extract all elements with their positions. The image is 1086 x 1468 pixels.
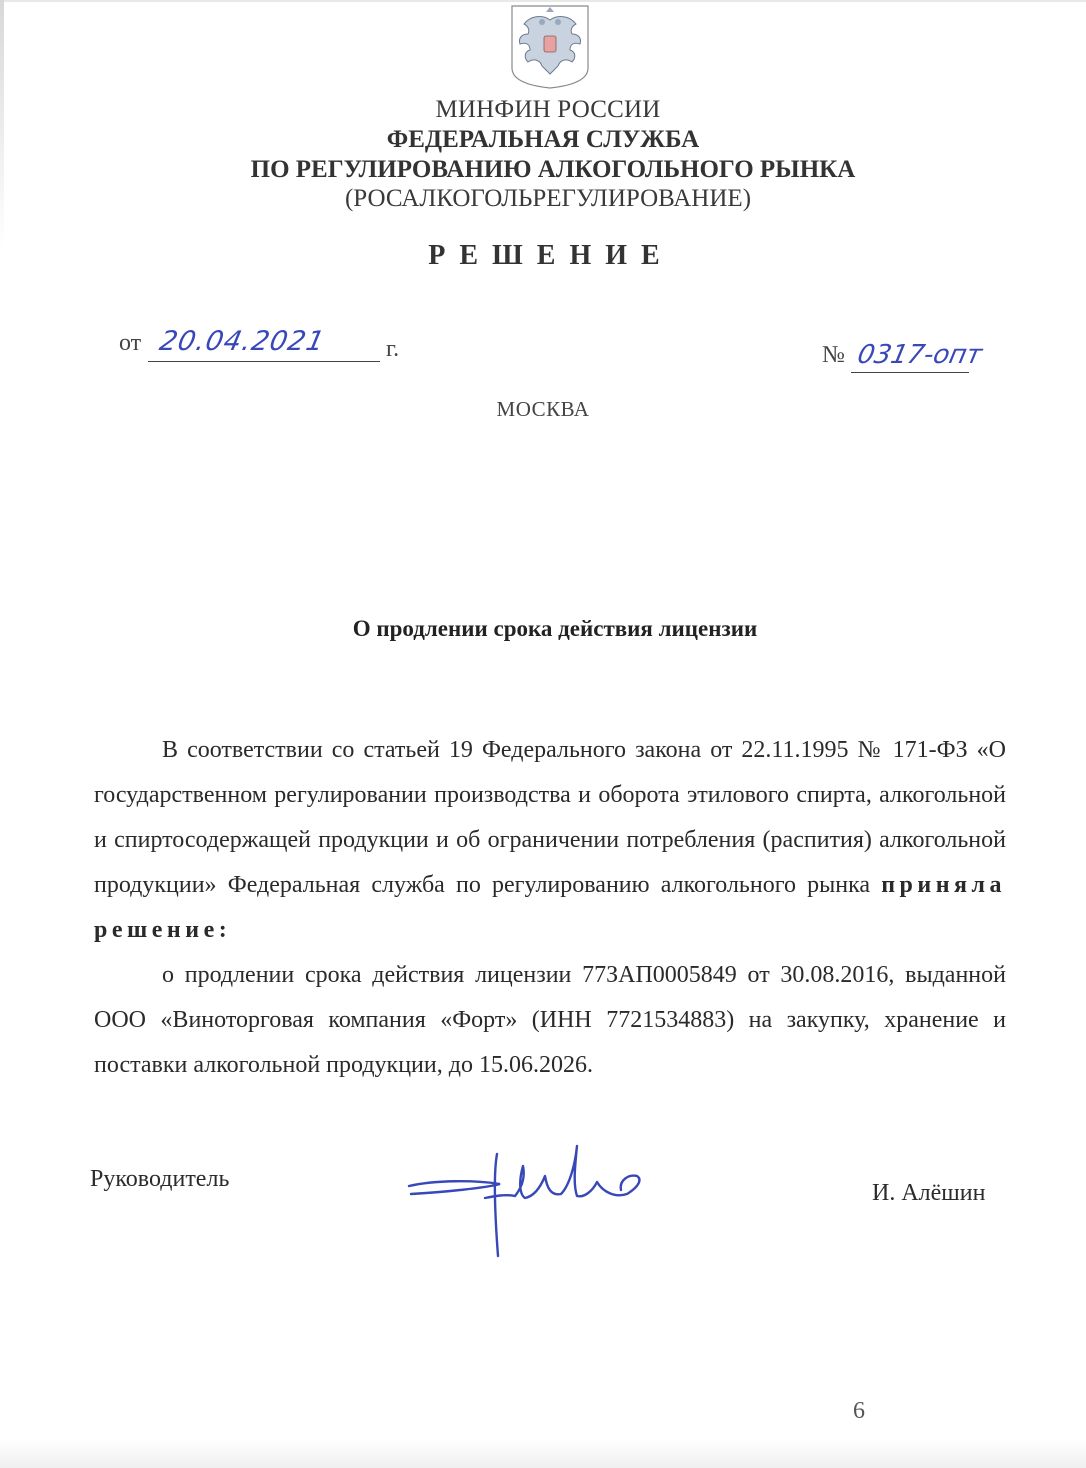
ministry-name: МИНФИН РОССИИ: [435, 96, 661, 123]
service-short-name: (РОСАЛКОГОЛЬРЕГУЛИРОВАНИЕ): [344, 185, 752, 212]
signature-image: [405, 1136, 650, 1261]
document-subject: О продлении срока действия лицензии: [352, 616, 758, 641]
paragraph-decision: о продлении срока действия лицензии 77ЗАП0005849 от 30.08.2016, выданной ООО «Виноторговая компания «Форт» (ИНН 7721534883) на закупку, хранение и поставки алкогольной продукции, до 15.06.2026.: [94, 962, 1006, 1078]
scan-edge-top: [0, 0, 1086, 2]
paragraph-basis: [94, 728, 1006, 953]
letterhead: [0, 96, 1086, 213]
document-body: [94, 728, 1006, 1088]
document-type-title: РЕШЕНИЕ: [428, 240, 674, 271]
footer-mark: 6: [853, 1398, 865, 1424]
city: МОСКВА: [496, 397, 590, 421]
date-handwritten: 20.04.2021: [156, 326, 328, 357]
date-suffix: г.: [386, 336, 400, 362]
paragraph-basis-text: В соответствии со статьей 19 Федерального закона от 22.11.1995 № 171-ФЗ «О государственном регулировании производства и оборота этилового спирта, алкогольной и спиртосодержащей продукции и об ограничении потребления (распития) алкогольной продукции» Федеральная служба по регулированию алкогольного рынка: [94, 737, 1006, 898]
coat-of-arms-icon: [508, 4, 592, 90]
date-underline: [148, 361, 380, 362]
service-name-line2: ПО РЕГУЛИРОВАНИЮ АЛКОГОЛЬНОГО РЫНКА: [250, 156, 856, 183]
decision-phrase: приняла решение:: [94, 872, 1006, 943]
signer-role: Руководитель: [90, 1166, 230, 1192]
service-name-line1: ФЕДЕРАЛЬНАЯ СЛУЖБА: [386, 126, 700, 153]
scan-shadow-bottom: [0, 1440, 1086, 1468]
number-handwritten: 0317-опт: [854, 340, 985, 370]
signer-name: И. Алёшин: [872, 1180, 986, 1206]
number-underline: [851, 372, 969, 373]
date-prefix: от: [119, 330, 142, 356]
number-label: №: [822, 342, 845, 368]
